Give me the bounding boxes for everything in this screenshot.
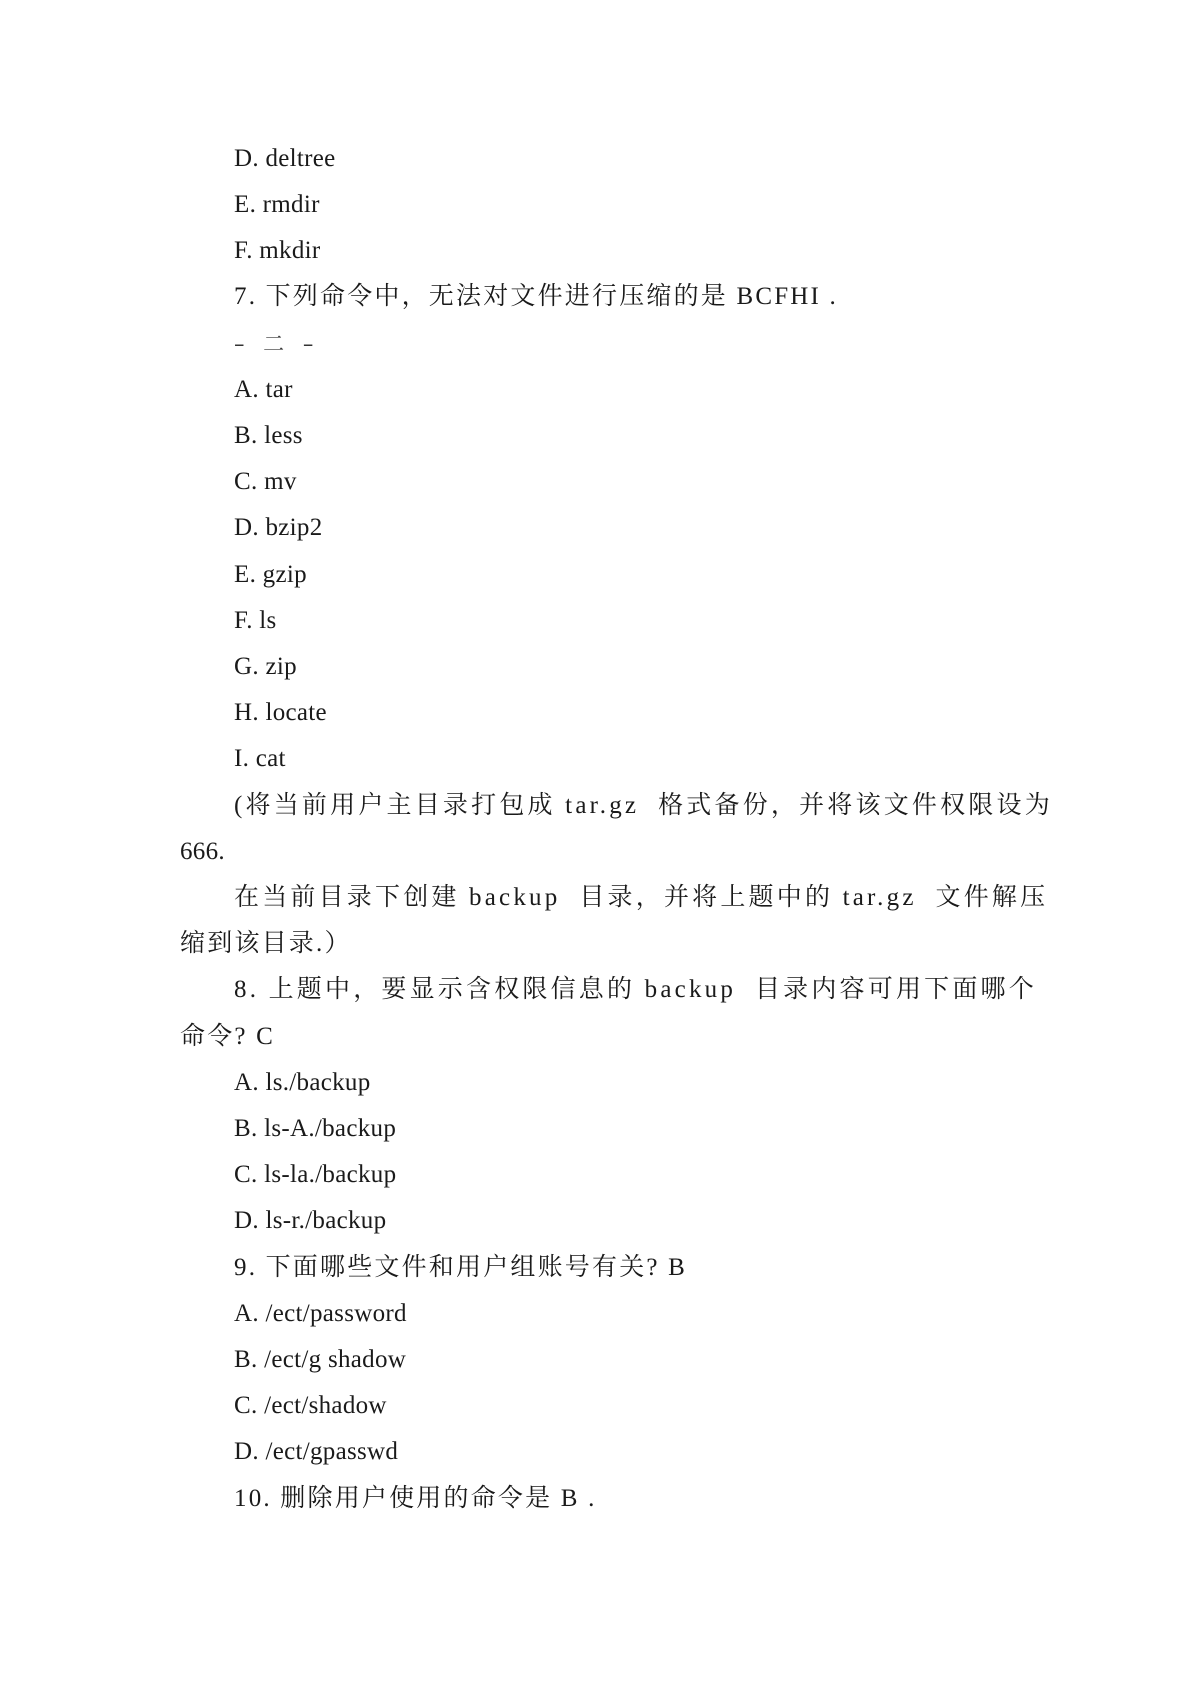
option-line: F. ls [234, 607, 277, 634]
option-line: D. deltree [234, 145, 336, 172]
option-line: B. /ect/g shadow [234, 1346, 407, 1373]
option-line: C. ls-la./backup [234, 1161, 397, 1188]
option-line: A. /ect/password [234, 1300, 407, 1327]
paragraph-line: 在当前目录下创建 backup 目录，并将上题中的 tar.gz 文件解压 [234, 884, 1049, 911]
option-line: B. less [234, 422, 303, 449]
paragraph-line: (将当前用户主目录打包成 tar.gz 格式备份，并将该文件权限设为 [234, 792, 1053, 819]
option-line: B. ls-A./backup [234, 1115, 397, 1142]
option-line: H. locate [234, 699, 327, 726]
option-line: E. rmdir [234, 191, 320, 218]
option-line: D. /ect/gpasswd [234, 1438, 399, 1465]
option-line: C. mv [234, 468, 297, 495]
option-line: I. cat [234, 745, 286, 772]
question-line: 7. 下列命令中，无法对文件进行压缩的是 BCFHI . [234, 283, 838, 310]
option-line: C. /ect/shadow [234, 1392, 387, 1419]
option-line: F. mkdir [234, 237, 321, 264]
paragraph-line: 缩到该目录.） [180, 930, 352, 957]
paragraph-line: 666. [180, 838, 225, 865]
question-line: 命令? C [180, 1023, 276, 1050]
question-line: 8. 上题中，要显示含权限信息的 backup 目录内容可用下面哪个 [234, 976, 1037, 1003]
page-number-marker: – 二 – [234, 332, 320, 356]
option-line: G. zip [234, 653, 297, 680]
question-line: 9. 下面哪些文件和用户组账号有关? B [234, 1254, 688, 1281]
option-line: A. tar [234, 376, 293, 403]
option-line: D. bzip2 [234, 514, 323, 541]
question-line: 10. 删除用户使用的命令是 B . [234, 1485, 597, 1512]
option-line: A. ls./backup [234, 1069, 371, 1096]
option-line: D. ls-r./backup [234, 1207, 387, 1234]
option-line: E. gzip [234, 561, 307, 588]
